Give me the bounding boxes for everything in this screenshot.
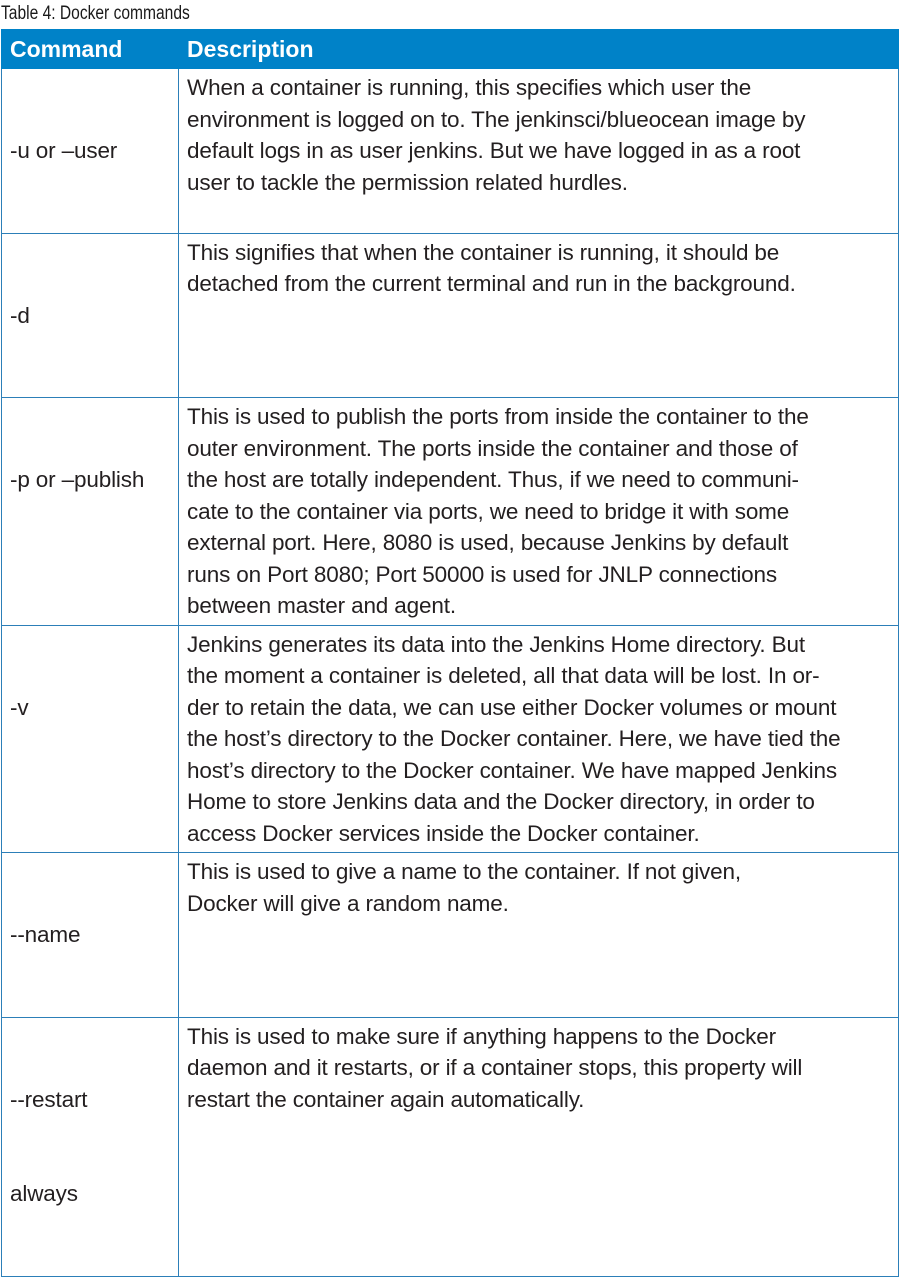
command-cell: [2, 853, 179, 1018]
command-text: -v: [10, 694, 29, 720]
table-row: [2, 853, 899, 1018]
command-text: always: [10, 1181, 78, 1206]
description-line: external port. Here, 8080 is used, because Jenkins by default: [187, 530, 789, 555]
description-line: Jenkins generates its data into the Jenkins Home directory. But: [187, 631, 805, 657]
description-line: Home to store Jenkins data and the Docker directory, in order to: [187, 789, 815, 814]
table-row: [2, 233, 899, 398]
description-line: This signifies that when the container is running, it should be: [187, 239, 780, 265]
description-cell: [179, 398, 899, 626]
table-row: [2, 69, 899, 234]
description-line: default logs in as user jenkins. But we have logged in as a root: [187, 138, 801, 163]
table-body: [2, 69, 899, 1277]
column-header-command: Command: [2, 30, 179, 69]
table-row: [2, 398, 899, 626]
column-header-description: Description: [179, 30, 899, 69]
header-row: [2, 30, 899, 69]
docker-commands-table: [1, 29, 899, 1277]
command-cell: [2, 233, 179, 398]
command-text: -p or –publish: [10, 467, 145, 492]
table-header: [2, 30, 899, 69]
description-line: between master and agent.: [187, 593, 456, 618]
command-text: -d: [10, 302, 30, 328]
description-line: user to tackle the permission related hurdles.: [187, 169, 628, 195]
command-cell: [2, 1017, 179, 1276]
description-cell: [179, 233, 899, 398]
description-line: der to retain the data, we can use either Docker volumes or mount: [187, 694, 837, 720]
command-cell: [2, 69, 179, 234]
table-row: [2, 625, 899, 853]
description-line: cate to the container via ports, we need to bridge it with some: [187, 498, 790, 524]
description-line: outer environment. The ports inside the container and those of: [187, 435, 798, 461]
description-line: environment is logged on to. The jenkinsci/blueocean image by: [187, 106, 806, 132]
description-line: host’s directory to the Docker container. We have mapped Jenkins: [187, 757, 837, 783]
description-line: detached from the current terminal and run in the background.: [187, 271, 796, 296]
description-line: This is used to give a name to the container. If not given,: [187, 859, 741, 884]
description-line: the moment a container is deleted, all that data will be lost. In or-: [187, 663, 820, 688]
command-text: --restart: [10, 1086, 88, 1112]
description-line: access Docker services inside the Docker container.: [187, 820, 700, 846]
command-text: -u or –user: [10, 138, 118, 163]
description-line: runs on Port 8080; Port 50000 is used for JNLP connections: [187, 561, 778, 587]
command-text: --name: [10, 922, 81, 947]
description-line: This is used to make sure if anything happens to the Docker: [187, 1023, 776, 1049]
description-line: restart the container again automatically.: [187, 1086, 585, 1112]
command-cell: [2, 625, 179, 853]
description-line: This is used to publish the ports from inside the container to the: [187, 404, 809, 429]
command-cell: [2, 398, 179, 626]
description-line: the host’s directory to the Docker container. Here, we have tied the: [187, 726, 841, 751]
description-line: the host are totally independent. Thus, if we need to communi-: [187, 467, 799, 492]
description-cell: [179, 625, 899, 853]
description-cell: [179, 853, 899, 1018]
table-row: [2, 1017, 899, 1276]
description-cell: [179, 69, 899, 234]
description-line: When a container is running, this specifies which user the: [187, 75, 752, 100]
description-line: Docker will give a random name.: [187, 890, 509, 916]
table-caption: Table 4: Docker commands: [1, 3, 190, 24]
description-line: daemon and it restarts, or if a container stops, this property will: [187, 1055, 803, 1080]
description-cell: [179, 1017, 899, 1276]
